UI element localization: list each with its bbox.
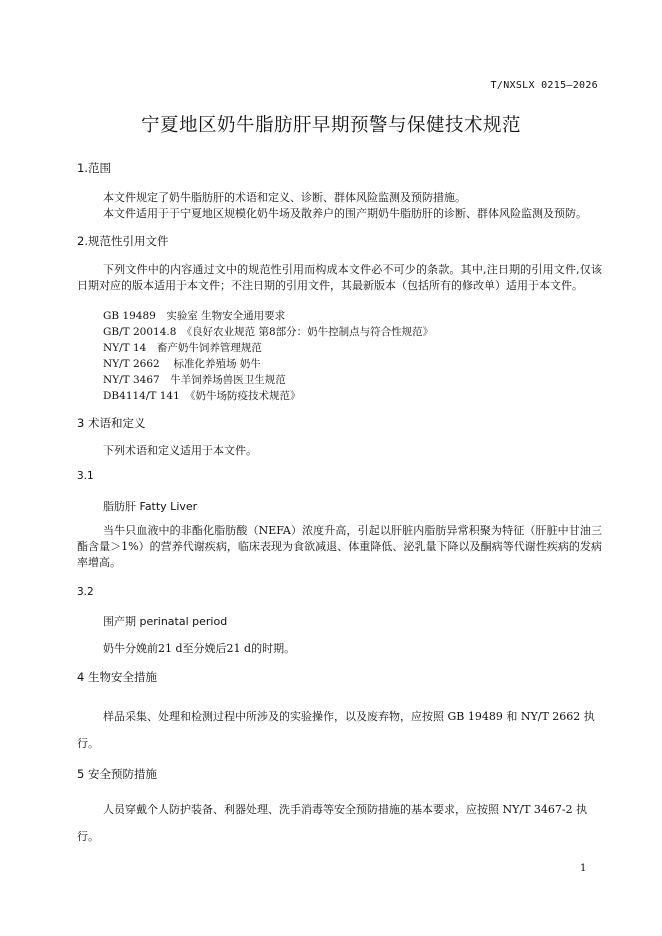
section-4-heading: 4 生物安全措施 <box>77 670 157 684</box>
section-2-intro: 下列文件中的内容通过文中的规范性引用而构成本文件必不可少的条款。其中,注日期的引用文件,仅该日期对应的版本适用于本文件；不注日期的引用文件，其最新版本（包括所有的修改单）适用于本文件。 <box>77 263 602 292</box>
term-number: 3.1 <box>77 470 94 482</box>
page-number: 1 <box>580 863 587 874</box>
term-title: 脂肪肝 Fatty Liver <box>103 500 198 513</box>
term-title: 围产期 perinatal period <box>103 615 228 628</box>
reference-item: GB 19489 实验室 生物安全通用要求 <box>103 310 286 322</box>
section-1-paragraph-1: 本文件规定了奶牛脂肪肝的术语和定义、诊断、群体风险监测及预防措施。 <box>103 191 466 204</box>
reference-item: NY/T 14 畜产奶牛饲养管理规范 <box>103 342 262 354</box>
reference-item: NY/T 3467 牛羊饲养场兽医卫生规范 <box>103 374 286 386</box>
section-1-paragraph-2: 本文件适用于于宁夏地区规模化奶牛场及散养户的围产期奶牛脂肪肝的诊断、群体风险监测及预防。 <box>103 207 587 220</box>
term-number: 3.2 <box>77 586 94 598</box>
reference-item: NY/T 2662 标准化养殖场 奶牛 <box>103 358 261 370</box>
section-3-heading: 3 术语和定义 <box>77 416 146 430</box>
section-2-heading: 2.规范性引用文件 <box>77 234 169 248</box>
section-3-intro: 下列术语和定义适用于本文件。 <box>103 444 257 457</box>
section-5-heading: 5 安全预防措施 <box>77 767 157 781</box>
section-4-paragraph: 样品采集、处理和检测过程中所涉及的实验操作，以及废弃物，应按照 GB 19489 和 NY/T 2662 执行。 <box>77 710 595 750</box>
section-5-paragraph: 人员穿戴个人防护装备、利器处理、洗手消毒等安全预防措施的基本要求，应按照 NY/T 3467-2 执行。 <box>77 803 588 843</box>
term-definition: 奶牛分娩前21 d至分娩后21 d的时期。 <box>103 642 296 655</box>
document-title: 宁夏地区奶牛脂肪肝早期预警与保健技术规范 <box>140 115 521 136</box>
document-number: T/NXSLX 0215—2026 <box>490 80 598 91</box>
reference-item: GB/T 20014.8 《良好农业规范 第8部分：奶牛控制点与符合性规范》 <box>103 326 434 338</box>
reference-item: DB4114/T 141 《奶牛场防疫技术规范》 <box>103 390 301 402</box>
section-1-heading: 1.范围 <box>77 161 111 175</box>
term-definition: 当牛只血液中的非酯化脂肪酸（NEFA）浓度升高，引起以肝脏内脂肪异常积聚为特征（肝脏中甘油三酯含量＞1%）的营养代谢疾病，临床表现为食欲减退、体重降低、泌乳量下降以及酮病等代谢性疾病的发病率增高。 <box>77 524 602 569</box>
